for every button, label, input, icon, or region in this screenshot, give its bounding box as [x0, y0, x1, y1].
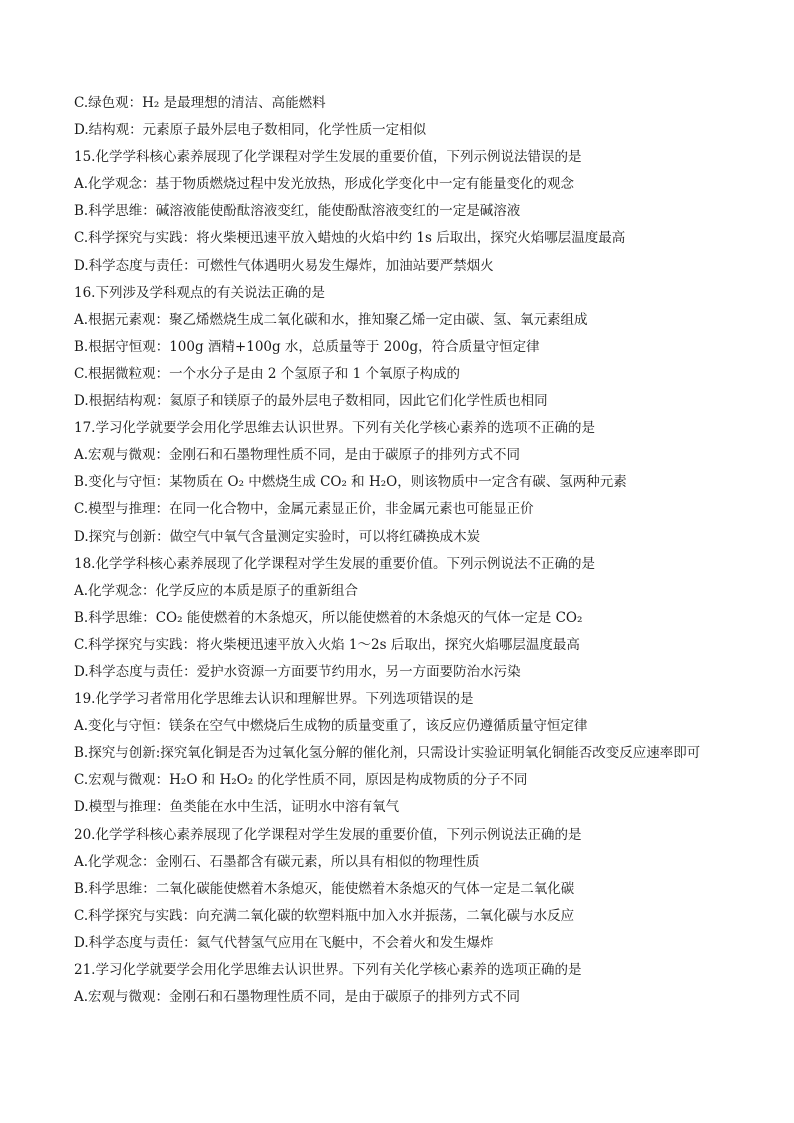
text-line: 20.化学学科核心素养展现了化学课程对学生发展的重要价值，下列示例说法正确的是 — [74, 826, 582, 843]
text-line: D.根据结构观：氦原子和镁原子的最外层电子数相同，因此它们化学性质也相同 — [74, 393, 548, 410]
text-line: B.科学思维：二氧化碳能使燃着木条熄灭，能使燃着木条熄灭的气体一定是二氧化碳 — [74, 880, 575, 897]
text-line: B.根据守恒观：100g 酒精+100g 水，总质量等于 200g，符合质量守恒定律 — [74, 338, 540, 355]
text-line: C.绿色观：H₂ 是最理想的清洁、高能燃料 — [74, 95, 326, 111]
text-line: A.化学观念：基于物质燃烧过程中发光放热，形成化学变化中一定有能量变化的观念 — [74, 176, 575, 193]
text-line: 15.化学学科核心素养展现了化学课程对学生发展的重要价值，下列示例说法错误的是 — [74, 149, 582, 166]
text-line: A.化学观念：金刚石、石墨都含有碳元素，所以具有相似的物理性质 — [74, 853, 480, 870]
text-line: B.科学思维：碱溶液能使酚酞溶液变红，能使酚酞溶液变红的一定是碱溶液 — [74, 203, 521, 220]
text-line: B.变化与守恒：某物质在 O₂ 中燃烧生成 CO₂ 和 H₂O，则该物质中一定含有碳、氢两种元素 — [74, 474, 627, 491]
text-line: C.科学探究与实践：向充满二氧化碳的软塑料瓶中加入水并振荡，二氧化碳与水反应 — [74, 907, 575, 924]
text-line: D.科学态度与责任：氦气代替氢气应用在飞艇中，不会着火和发生爆炸 — [74, 934, 494, 951]
text-line: B.科学思维：CO₂ 能使燃着的木条熄灭，所以能使燃着的木条熄灭的气体一定是 CO₂ — [74, 609, 583, 626]
text-line: 19.化学学习者常用化学思维去认识和理解世界。下列选项错误的是 — [74, 691, 474, 708]
text-line: D.科学态度与责任：爱护水资源一方面要节约用水，另一方面要防治水污染 — [74, 663, 521, 680]
text-line: 17.学习化学就要学会用化学思维去认识世界。下列有关化学核心素养的选项不正确的是 — [74, 420, 595, 437]
text-line: C.根据微粒观：一个水分子是由 2 个氢原子和 1 个氧原子构成的 — [74, 365, 460, 382]
question-text-block — [74, 90, 734, 1011]
text-line: C.模型与推理：在同一化合物中，金属元素显正价，非金属元素也可能显正价 — [74, 501, 534, 518]
text-line: A.宏观与微观：金刚石和石墨物理性质不同，是由于碳原子的排列方式不同 — [74, 989, 521, 1006]
text-line: 16.下列涉及学科观点的有关说法正确的是 — [74, 284, 325, 301]
text-line: C.科学探究与实践：将火柴梗迅速平放入火焰 1～2s 后取出，探究火焰哪层温度最高 — [74, 636, 580, 653]
text-line: A.变化与守恒：镁条在空气中燃烧后生成物的质量变重了，该反应仍遵循质量守恒定律 — [74, 718, 588, 735]
text-line: A.化学观念：化学反应的本质是原子的重新组合 — [74, 582, 359, 599]
text-line: A.根据元素观：聚乙烯燃烧生成二氧化碳和水，推知聚乙烯一定由碳、氢、氧元素组成 — [74, 311, 588, 328]
text-line: 21.学习化学就要学会用化学思维去认识世界。下列有关化学核心素养的选项正确的是 — [74, 962, 582, 978]
text-line: D.结构观：元素原子最外层电子数相同，化学性质一定相似 — [74, 122, 427, 139]
text-line: D.探究与创新：做空气中氧气含量测定实验时，可以将红磷换成木炭 — [74, 528, 481, 545]
text-line: D.科学态度与责任：可燃性气体遇明火易发生爆炸，加油站要严禁烟火 — [74, 257, 494, 274]
text-line: B.探究与创新:探究氧化铜是否为过氧化氢分解的催化剂，只需设计实验证明氧化铜能否改变反应速率即可 — [74, 745, 701, 762]
text-line: D.模型与推理：鱼类能在水中生活，证明水中溶有氧气 — [74, 799, 400, 816]
text-line: C.科学探究与实践：将火柴梗迅速平放入蜡烛的火焰中约 1s 后取出，探究火焰哪层温度最高 — [74, 230, 626, 247]
text-line: 18.化学学科核心素养展现了化学课程对学生发展的重要价值。下列示例说法不正确的是 — [74, 555, 595, 572]
text-line: C.宏观与微观：H₂O 和 H₂O₂ 的化学性质不同，原因是构成物质的分子不同 — [74, 772, 528, 789]
text-line: A.宏观与微观：金刚石和石墨物理性质不同，是由于碳原子的排列方式不同 — [74, 447, 521, 464]
